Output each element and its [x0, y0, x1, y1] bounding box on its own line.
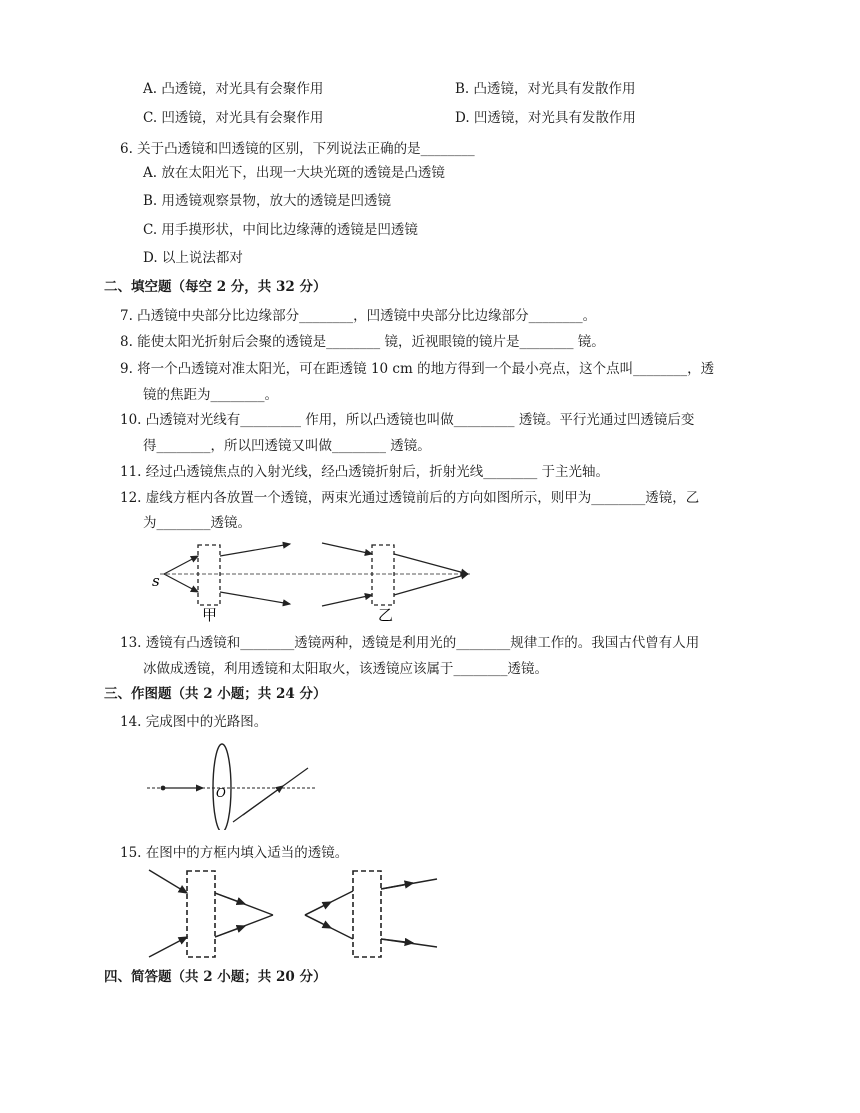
- q12-label-jia: 甲: [202, 606, 218, 622]
- q6-option-a: A. 放在太阳光下，出现一大块光斑的透镜是凸透镜: [143, 165, 445, 181]
- section-2-title: 二、填空题（每空 2 分，共 32 分）: [104, 279, 327, 295]
- q14-convex-lens-diagram: [143, 740, 318, 830]
- q15-stem: 15. 在图中的方框内填入适当的透镜。: [120, 845, 349, 861]
- q9-line1: 9. 将一个凸透镜对准太阳光，可在距透镜 10 cm 的地方得到一个最小亮点，这个点叫________，透: [120, 361, 715, 377]
- q5-option-a: A. 凸透镜，对光具有会聚作用: [143, 81, 324, 97]
- q13-line1: 13. 透镜有凸透镜和________透镜两种，透镜是利用光的________规律工作的。我国古代曾有人用: [120, 635, 700, 651]
- q5-option-c: C. 凹透镜，对光具有会聚作用: [143, 110, 324, 126]
- q14-stem: 14. 完成图中的光路图。: [120, 714, 268, 730]
- q6-option-d: D. 以上说法都对: [143, 250, 243, 266]
- q13-line2: 冰做成透镜，利用透镜和太阳取火，该透镜应该属于________透镜。: [143, 661, 548, 677]
- q11-text: 11. 经过凸透镜焦点的入射光线，经凸透镜折射后，折射光线________ 于主光轴。: [120, 464, 610, 480]
- q7-text: 7. 凸透镜中央部分比边缘部分________，凹透镜中央部分比边缘部分________。: [120, 308, 597, 324]
- q9-line2: 镜的焦距为________。: [143, 387, 278, 403]
- q6-option-b: B. 用透镜观察景物，放大的透镜是凹透镜: [143, 193, 392, 209]
- q12-line2: 为________透镜。: [143, 515, 251, 531]
- q12-line1: 12. 虚线方框内各放置一个透镜，两束光通过透镜前后的方向如图所示，则甲为________透镜，乙: [120, 490, 700, 506]
- q5-option-b: B. 凸透镜，对光具有发散作用: [455, 81, 636, 97]
- q12-lens-diagram: [150, 538, 480, 622]
- q10-line2: 得________，所以凹透镜又叫做________ 透镜。: [143, 438, 431, 454]
- q6-option-c: C. 用手摸形状，中间比边缘薄的透镜是凹透镜: [143, 222, 418, 238]
- q8-text: 8. 能使太阳光折射后会聚的透镜是________ 镜，近视眼镜的镜片是________ 镜。: [120, 334, 605, 350]
- q12-label-yi: 乙: [378, 606, 394, 622]
- q6-stem: 6. 关于凸透镜和凹透镜的区别，下列说法正确的是________: [120, 141, 475, 157]
- q12-label-s: s: [152, 572, 160, 590]
- q14-label-o: O: [216, 786, 226, 800]
- q10-line1: 10. 凸透镜对光线有_________ 作用，所以凸透镜也叫做_________ 透镜。平行光通过凹透镜后变: [120, 412, 695, 428]
- q15-lens-box-diagram: [145, 865, 445, 965]
- section-3-title: 三、作图题（共 2 小题；共 24 分）: [104, 686, 327, 702]
- q5-option-d: D. 凹透镜，对光具有发散作用: [455, 110, 636, 126]
- section-4-title: 四、简答题（共 2 小题；共 20 分）: [104, 969, 327, 985]
